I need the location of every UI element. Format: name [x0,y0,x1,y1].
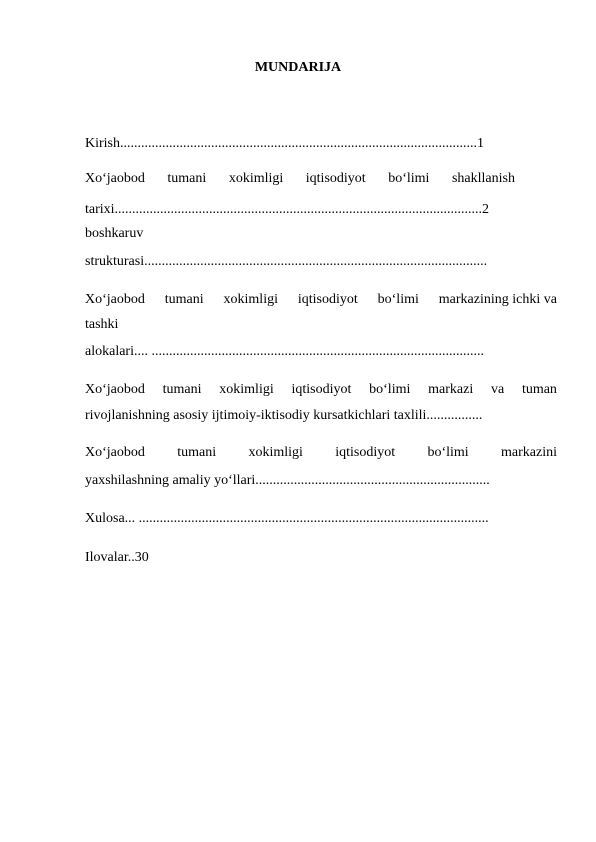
toc-word: bo‘limi [377,292,419,307]
toc-word: iqtisodiyot [335,445,396,460]
toc-word: markazining ichki va [438,292,557,307]
toc-entry-1-line-3: boshkaruv [85,226,144,241]
toc-word: tumani [162,382,202,397]
toc-word: markazi [428,382,474,397]
toc-word: iqtisodiyot [305,171,366,186]
toc-word: va [490,382,505,397]
toc-word: bo‘limi [388,171,430,186]
toc-entry-appendix: Ilovalar..30 [85,550,149,565]
toc-word: xokimligi [223,292,278,307]
toc-word: bo‘limi [369,382,411,397]
toc-word: tumani [164,292,204,307]
toc-word: tumani [177,445,217,460]
toc-entry-2-line-2: tashki [85,317,119,332]
toc-entry-intro: Kirish......................................................................................................1 [85,136,484,151]
toc-word: iqtisodiyot [297,292,358,307]
toc-word: Xo‘jaobod [85,445,145,460]
toc-word: Xo‘jaobod [85,171,145,186]
toc-entry-1-line-1 [85,171,515,187]
toc-word: Xo‘jaobod [85,382,145,397]
toc-word: xokimligi [248,445,303,460]
toc-entry-1-line-4: strukturasi.................................................................................................. [85,254,488,269]
toc-entry-1-line-2: tarixi.........................................................................................................2 [85,202,490,217]
toc-entry-2-line-1 [85,292,557,308]
toc-word: Xo‘jaobod [85,292,145,307]
toc-entry-3-line-2: rivojlanishning asosiy ijtimoiy-iktisodiy kursatkichlari taxlili................ [85,408,483,423]
page-title: MUNDARIJA [254,60,342,75]
toc-entry-2-line-3: alokalari.... ............................................................................................... [85,344,484,359]
toc-word: xokimligi [219,382,274,397]
toc-word: tumani [167,171,207,186]
toc-word: iqtisodiyot [291,382,352,397]
toc-word: shakllanish [451,171,515,186]
toc-entry-4-line-2: yaxshilashning amaliy yo‘llari................................................................... [85,473,490,488]
toc-word: bo‘limi [427,445,469,460]
toc-word: markazini [501,445,557,460]
toc-entry-4-line-1 [85,445,557,461]
toc-word: xokimligi [228,171,284,186]
toc-entry-3-line-1 [85,382,557,398]
toc-word: tuman [521,382,557,397]
toc-entry-conclusion: Xulosa... .................................................................................................... [85,511,489,526]
